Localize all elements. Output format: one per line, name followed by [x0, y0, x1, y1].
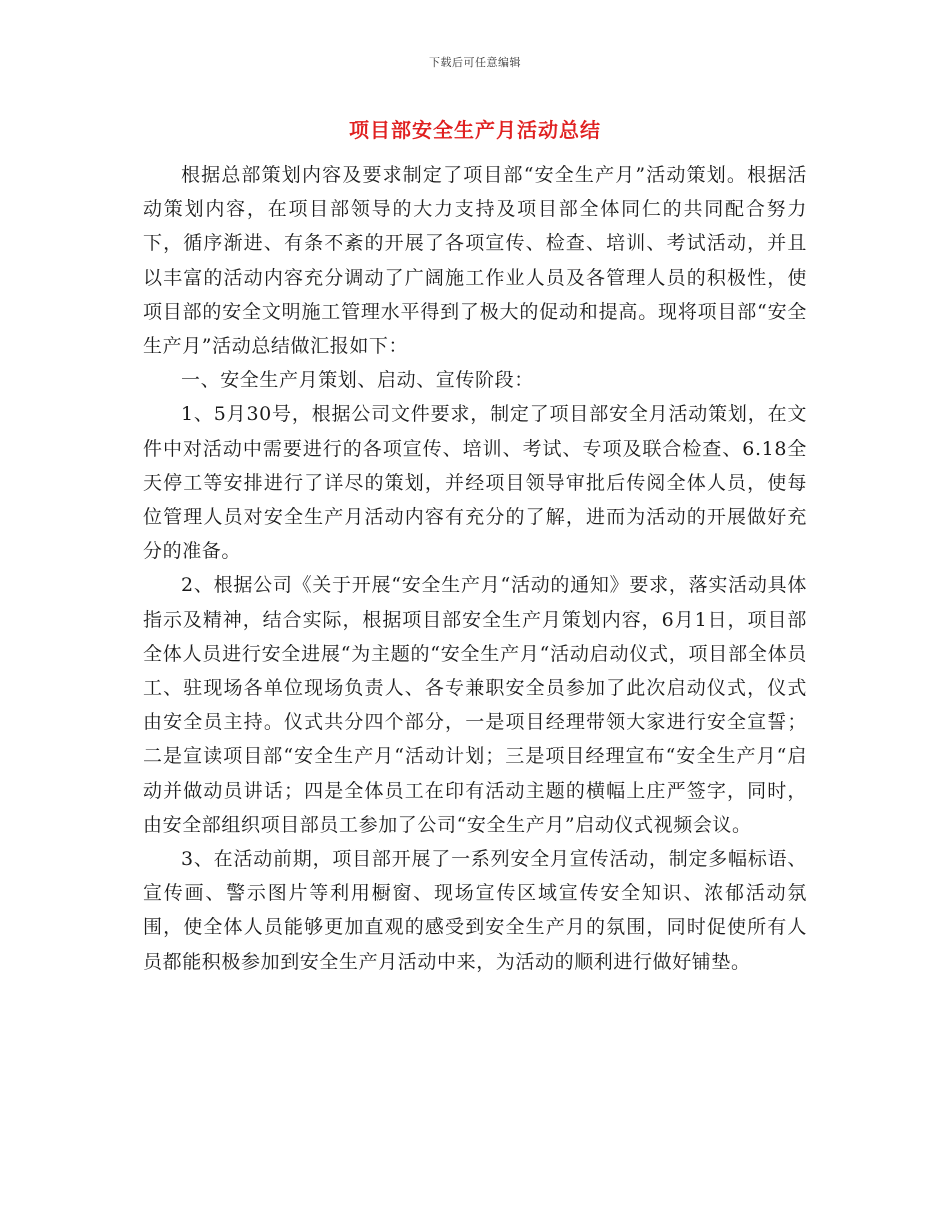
- paragraph-item-3: 3、在活动前期，项目部开展了一系列安全月宣传活动，制定多幅标语、宣传画、警示图片等利用橱窗、现场宣传区域宣传安全知识、浓郁活动氛围，使全体人员能够更加直观的感受到安全生产月的氛围，同时促使所有人员都能积极参加到安全生产月活动中来，为活动的顺利进行做好铺垫。: [143, 848, 807, 973]
- document-body: [143, 158, 807, 979]
- paragraph-item-2: 2、根据公司《关于开展“安全生产月“活动的通知》要求，落实活动具体指示及精神，结合实际，根据项目部安全生产月策划内容，6月1日，项目部全体人员进行安全进展“为主题的“安全生产月“活动启动仪式，项目部全体员工、驻现场各单位现场负责人、各专兼职安全员参加了此次启动仪式，仪式由安全员主持。仪式共分四个部分，一是项目经理带领大家进行安全宣誓；二是宣读项目部“安全生产月“活动计划；三是项目经理宣布“安全生产月“启动并做动员讲话；四是全体员工在印有活动主题的横幅上庄严签字，同时，由安全部组织项目部员工参加了公司“安全生产月”启动仪式视频会议。: [143, 574, 807, 836]
- header-note: 下载后可任意编辑: [429, 56, 521, 69]
- paragraph-intro: 根据总部策划内容及要求制定了项目部“安全生产月”活动策划。根据活动策划内容，在项目部领导的大力支持及项目部全体同仁的共同配合努力下，循序渐进、有条不紊的开展了各项宣传、检查、培训、考试活动，并且以丰富的活动内容充分调动了广阔施工作业人员及各管理人员的积极性，使项目部的安全文明施工管理水平得到了极大的促动和提高。现将项目部“安全生产月”活动总结做汇报如下：: [143, 164, 807, 358]
- paragraph-item-1: 1、5月30号，根据公司文件要求，制定了项目部安全月活动策划，在文件中对活动中需要进行的各项宣传、培训、考试、专项及联合检查、6.18全天停工等安排进行了详尽的策划，并经项目领导审批后传阅全体人员，使每位管理人员对安全生产月活动内容有充分的了解，进而为活动的开展做好充分的准备。: [143, 403, 807, 563]
- document-title: 项目部安全生产月活动总结: [349, 118, 601, 142]
- section-heading-1: 一、安全生产月策划、启动、宣传阶段：: [181, 369, 534, 392]
